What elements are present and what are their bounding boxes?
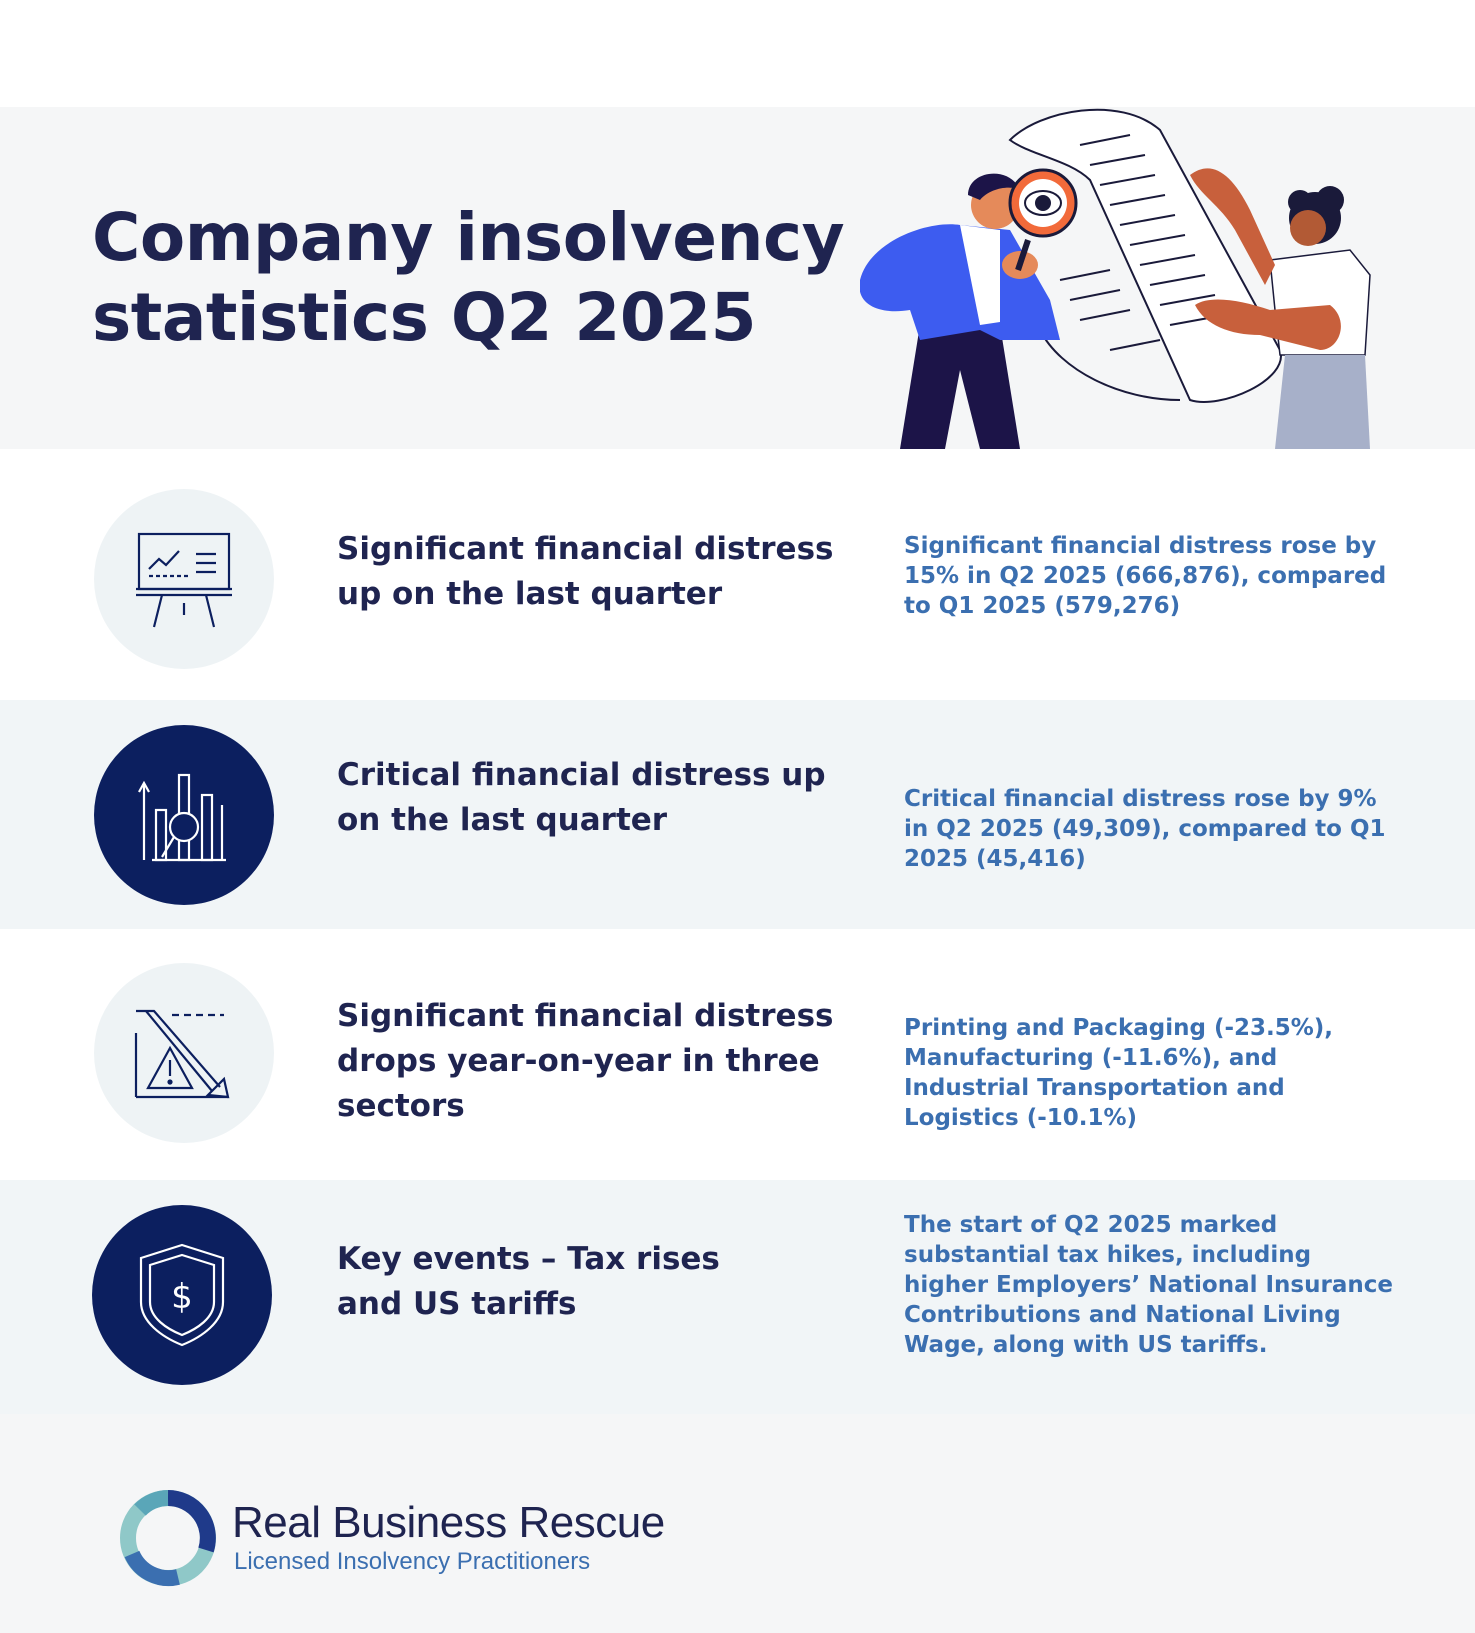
brand-name: Real Business Rescue	[232, 1498, 665, 1547]
stat-row-1-body: Significant financial distress rose by 15% in Q2 2025 (666,876), compared to Q1 2025 (579,276)	[904, 533, 1387, 619]
presentation-chart-icon	[134, 529, 234, 629]
page-title-line-2: statistics Q2 2025	[92, 279, 757, 356]
stat-row-1-heading: Significant financial distress up on the last quarter	[337, 531, 834, 612]
page-title	[92, 198, 852, 358]
svg-text:$: $	[171, 1277, 193, 1317]
stat-row-1-icon-circle	[94, 489, 274, 669]
bar-chart-magnifier-icon	[134, 765, 234, 865]
page-title-line-1: Company insolvency	[92, 199, 845, 276]
stat-row-2-heading: Critical financial distress up on the last quarter	[337, 757, 826, 838]
stat-row-3-icon-circle	[94, 963, 274, 1143]
stat-row-4-icon-circle	[92, 1205, 272, 1385]
stat-row-3	[0, 929, 1475, 1180]
stat-row-2-body: Critical financial distress rose by 9% in Q2 2025 (49,309), compared to Q1 2025 (45,416)	[904, 786, 1386, 872]
stat-row-4-heading: Key events – Tax rises and US tariffs	[337, 1241, 720, 1322]
brand-ring-logo-icon	[118, 1488, 218, 1588]
downtrend-warning-icon	[132, 1003, 236, 1103]
footer	[0, 1414, 1475, 1633]
stat-row-4	[0, 1180, 1475, 1414]
brand-tagline: Licensed Insolvency Practitioners	[234, 1548, 591, 1575]
shield-dollar-icon	[137, 1242, 227, 1348]
stat-row-2-icon-circle	[94, 725, 274, 905]
stat-row-3-heading: Significant financial distress drops year-on-year in three sectors	[337, 998, 834, 1124]
people-reviewing-report-illustration	[860, 100, 1420, 449]
stat-row-1	[0, 449, 1475, 700]
stat-row-2	[0, 700, 1475, 929]
stat-row-3-body: Printing and Packaging (-23.5%), Manufacturing (-11.6%), and Industrial Transportation and Logistics (-10.1%)	[904, 1015, 1334, 1131]
stat-row-4-body: The start of Q2 2025 marked substantial tax hikes, including higher Employers’ National Insurance Contributions and National Living Wage, along with US tariffs.	[904, 1212, 1393, 1358]
